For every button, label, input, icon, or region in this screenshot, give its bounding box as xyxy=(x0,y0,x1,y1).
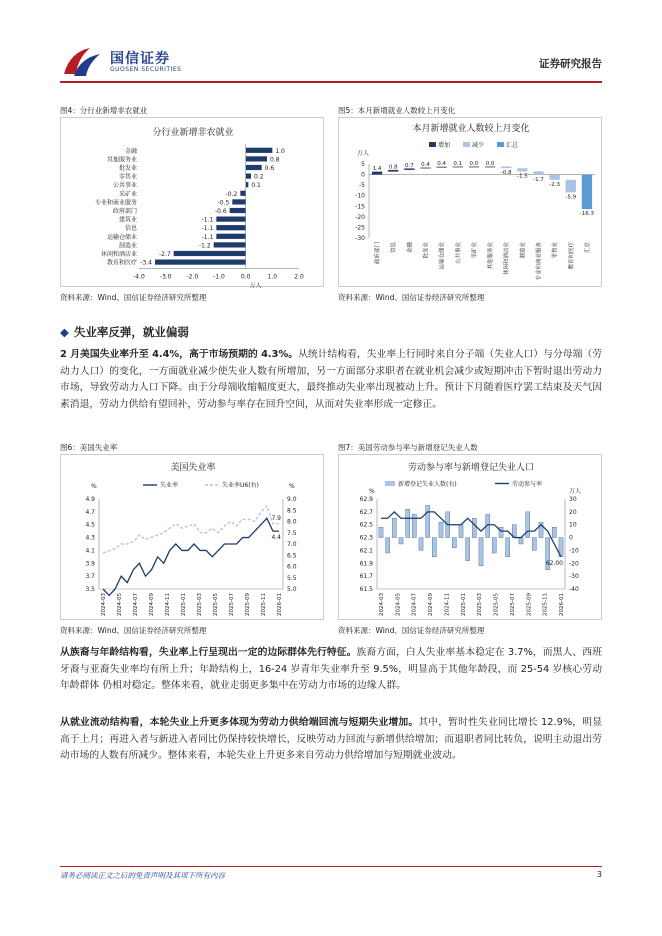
fig4-source: 资料来源：Wind、国信证券经济研究所整理 xyxy=(60,293,207,302)
y-left-tick-label: 62.9 xyxy=(359,496,373,503)
x-tick-label: -3.0 xyxy=(159,273,172,281)
category-label: 批发业 xyxy=(118,165,137,172)
section-title-text: 失业率反弹，就业偏弱 xyxy=(73,325,189,339)
value-label: -1.1 xyxy=(201,233,214,241)
bar xyxy=(216,217,245,222)
fig6-caption: 图6：美国失业率 xyxy=(60,443,118,452)
y-tick-label: -25 xyxy=(355,224,365,232)
paragraph-ethnicity-age xyxy=(60,645,602,695)
fig7-caption: 图7：美国劳动参与率与新增登记失业人数 xyxy=(338,443,478,452)
y-axis-unit: 万人 xyxy=(357,150,370,157)
category-label: 休闲和酒店业 xyxy=(100,251,137,258)
x-tick-label: 2024-05 xyxy=(117,593,123,616)
value-label: 0.8 xyxy=(388,164,398,171)
bar xyxy=(552,527,556,537)
footer-disclaimer: 请务必阅读正文之后的免责声明及其项下所有内容 xyxy=(60,871,225,880)
bar xyxy=(232,199,245,204)
bar xyxy=(526,512,530,538)
bar xyxy=(216,234,245,239)
bar xyxy=(216,225,245,230)
category-label: 公共事业 xyxy=(112,182,137,190)
y-tick-label: 0 xyxy=(361,171,365,179)
bar xyxy=(501,167,511,169)
bar xyxy=(246,156,267,161)
value-label: -0.2 xyxy=(225,190,238,198)
value-label: -0.8 xyxy=(500,170,512,177)
fig5-caption: 图5：本月新增就业人数较上月变化 xyxy=(338,106,456,115)
value-label: 0.1 xyxy=(453,161,463,168)
x-tick-label: 0.0 xyxy=(240,273,251,281)
y-right-tick-label: 0 xyxy=(569,534,573,542)
category-label: 专业和商业服务 xyxy=(536,242,543,281)
legend-swatch xyxy=(429,142,436,147)
y-right-tick-label: 20 xyxy=(569,508,577,516)
category-label: 信息 xyxy=(391,242,398,254)
category-label: 批发业 xyxy=(423,242,430,259)
footer-divider xyxy=(60,866,602,867)
x-tick-label: 2024-07 xyxy=(133,593,139,616)
y-left-tick-label: 4.7 xyxy=(85,508,95,516)
bar xyxy=(246,148,273,153)
fig6-chart xyxy=(61,455,325,621)
value-label: 0.2 xyxy=(254,173,264,181)
value-label: 0.4 xyxy=(421,162,430,169)
category-label: 教育和医疗 xyxy=(106,259,137,267)
y-right-unit: 万人 xyxy=(569,488,582,495)
category-label: 公共事业 xyxy=(455,242,462,265)
bar xyxy=(479,538,483,566)
legend-label: 新增登记失业人数(右) xyxy=(398,481,457,488)
y-left-unit: % xyxy=(91,483,97,490)
bar xyxy=(246,174,251,179)
bar xyxy=(432,538,436,557)
y-left-tick-label: 3.7 xyxy=(85,573,95,581)
end-label: 62.00 xyxy=(545,559,563,567)
category-label: 汇总 xyxy=(584,242,591,254)
y-right-tick-label: 30 xyxy=(569,496,577,503)
chart-title: 本月新增就业人数较上月变化 xyxy=(412,124,530,134)
x-tick-label: 2025-09 xyxy=(245,593,251,616)
x-tick-label: 2024-11 xyxy=(165,593,171,616)
bar xyxy=(406,509,410,537)
y-right-tick-label: -30 xyxy=(569,573,579,581)
x-tick-label: 2026-01 xyxy=(559,593,565,616)
y-left-tick-label: 4.5 xyxy=(85,521,95,529)
category-label: 建筑业 xyxy=(118,216,137,224)
legend-label: 增加 xyxy=(438,142,451,149)
bar xyxy=(240,191,245,196)
y-tick-label: -20 xyxy=(355,213,365,221)
y-left-tick-label: 62.7 xyxy=(359,508,373,516)
header-divider xyxy=(60,81,602,83)
x-tick-label: 2.0 xyxy=(294,273,304,281)
bar xyxy=(566,180,576,192)
value-label: -0.5 xyxy=(217,199,230,207)
paragraph-lead: 2 月美国失业率升至 4.4%，高于市场预期的 4.3%。 xyxy=(60,349,299,360)
x-tick-label: 2025-09 xyxy=(526,593,533,616)
y-right-tick-label: 5.5 xyxy=(287,574,297,582)
y-right-tick-label: 7.0 xyxy=(287,541,297,548)
fig7-source: 资料来源：Wind、国信证券经济研究所整理 xyxy=(338,626,485,635)
fig6-chart-frame xyxy=(60,454,324,620)
category-label: 运输仓储业 xyxy=(439,242,446,270)
x-tick-label: 2025-07 xyxy=(509,593,516,616)
legend-label: 失业率 xyxy=(160,482,179,489)
category-label: 政府部门 xyxy=(375,242,382,265)
series-line xyxy=(103,518,279,595)
value-label: 0.0 xyxy=(485,161,495,168)
value-label: -1.7 xyxy=(533,176,544,183)
x-tick-label: 2025-03 xyxy=(477,593,484,616)
bar xyxy=(452,538,456,548)
paragraph-lead: 从族裔与年龄结构看，失业率上行呈现出一定的边际群体先行特征。 xyxy=(60,647,357,658)
x-tick-label: -2.0 xyxy=(186,273,199,281)
diamond-bullet-icon: ◆ xyxy=(60,325,69,339)
y-right-tick-label: 8.0 xyxy=(287,518,297,526)
end-label-right: 7.9 xyxy=(271,514,281,522)
y-right-tick-label: 10 xyxy=(569,521,577,529)
x-tick-label: 2025-05 xyxy=(493,593,500,616)
y-right-tick-label: 9.0 xyxy=(287,496,297,503)
legend-swatch xyxy=(385,481,395,486)
y-left-tick-label: 4.1 xyxy=(85,547,95,555)
value-label: -1.2 xyxy=(198,242,211,250)
y-left-tick-label: 61.7 xyxy=(359,573,373,581)
y-left-tick-label: 62.3 xyxy=(359,534,373,542)
value-label: -2.7 xyxy=(158,251,171,258)
bar xyxy=(519,538,523,544)
paragraph-unemployment xyxy=(60,347,602,413)
guosen-logo-icon xyxy=(60,44,104,80)
page-header xyxy=(60,44,602,80)
category-label: 运输仓储业 xyxy=(106,233,137,241)
category-label: 政府部门 xyxy=(112,208,137,215)
value-label: 1.0 xyxy=(275,147,285,155)
x-axis-label: 万人 xyxy=(249,282,262,288)
x-tick-label: 2024-07 xyxy=(411,593,418,616)
bar xyxy=(379,527,383,537)
category-label: 制造业 xyxy=(520,242,527,259)
value-label: -3.4 xyxy=(140,259,152,267)
x-tick-label: 2024-11 xyxy=(444,593,451,616)
value-label: -5.9 xyxy=(565,194,577,201)
category-label: 采矿业 xyxy=(118,190,137,198)
bar xyxy=(214,242,246,247)
chart-title: 美国失业率 xyxy=(170,463,216,473)
x-tick-label: 2025-01 xyxy=(460,593,467,616)
bar xyxy=(466,538,470,561)
x-tick-label: 2025-05 xyxy=(213,593,219,616)
x-tick-label: -4.0 xyxy=(133,273,145,281)
paragraph-body: 族裔方面，白人失业率基本稳定在 3.7%，而黑人、西班牙裔与亚裔失业率均有所上升；年龄结构上，16-24 岁青年失业率升至 9.5%，明显高于其他年龄段，而 25-54 岁核心劳动年龄群体 仍相对稳定。整体来看，就业走弱更多集中在劳动力市场的边缘人群。 xyxy=(60,647,602,692)
value-label: -1.1 xyxy=(201,216,214,224)
y-right-tick-label: 8.5 xyxy=(287,507,297,515)
x-tick-label: 2025-11 xyxy=(542,593,549,616)
category-label: 采矿业 xyxy=(471,242,478,259)
category-label: 制造业 xyxy=(118,242,137,250)
paragraph-lead: 从就业流动结构看，本轮失业上升更多体现为劳动力供给端回流与短期失业增加。 xyxy=(60,717,419,728)
fig4-chart-frame xyxy=(60,117,324,287)
category-label: 零售业 xyxy=(552,242,559,259)
y-right-unit: % xyxy=(289,483,295,490)
x-tick-label: 2026-01 xyxy=(277,593,283,616)
value-label: -2.3 xyxy=(549,181,561,188)
brand-name-cn: 国信证券 xyxy=(110,51,170,67)
x-tick-label: 2025-01 xyxy=(181,593,187,616)
category-label: 金融 xyxy=(124,147,137,155)
category-label: 专业和商业服务 xyxy=(94,199,137,207)
page-number: 3 xyxy=(596,870,602,879)
bar xyxy=(174,251,246,256)
legend-label: 汇总 xyxy=(506,142,519,149)
value-label: 0.7 xyxy=(404,162,414,169)
paragraph-body: 从统计结构看，失业率上行同时来自分子端（失业人口）与分母端（劳动力人口）的变化，一方面就业减少使失业人数有所增加，另一方面部分求职者在就业机会减少或短期冲击下暂时退出劳动力市场，导致劳动力人口下降。由于分母端收缩幅度更大，最终推动失业率出现被动上升。预计下月随着医疗罢工结束及天气因素消退，劳动力供给有望回补，劳动参与率存在回升空间，从而对失业率形成一定修正。 xyxy=(60,349,602,410)
category-label: 教育和医疗 xyxy=(568,242,575,270)
end-label-left: 4.4 xyxy=(271,534,281,542)
series-line xyxy=(103,506,279,553)
bar xyxy=(533,171,543,175)
category-label: 零售业 xyxy=(118,173,137,181)
value-label: 0.6 xyxy=(264,165,275,172)
chart-title: 劳动参与率与新增登记失业人口 xyxy=(407,463,535,473)
x-tick-label: 2025-11 xyxy=(261,593,267,616)
value-label: 0.1 xyxy=(251,182,261,190)
x-tick-label: 2024-03 xyxy=(379,593,385,616)
paragraph-body: 其中，暂时性失业同比增长 12.9%，明显高于上月；再进入者与新进入者同比仍保持较快增长，反映劳动力回流与新增供给增加；而退职者同比转负，说明主动退出劳动市场的人数有所减少。整体来看，本轮失业上升更多来自劳动力供给增加与短期就业波动。 xyxy=(60,717,602,762)
value-label: -1.1 xyxy=(201,225,214,233)
bar xyxy=(246,182,249,187)
legend-label: 失业率U6(右) xyxy=(222,482,259,489)
y-left-tick-label: 62.5 xyxy=(359,521,373,529)
bar xyxy=(492,538,496,553)
y-left-tick-label: 61.5 xyxy=(359,586,373,593)
y-left-tick-label: 3.9 xyxy=(85,560,95,568)
y-left-tick-label: 61.9 xyxy=(359,560,373,568)
section-title xyxy=(60,324,189,340)
bar xyxy=(506,538,510,557)
bar-total xyxy=(582,175,592,209)
y-right-tick-label: -20 xyxy=(569,560,579,568)
y-tick-label: -10 xyxy=(355,192,365,200)
y-right-tick-label: 6.5 xyxy=(287,552,297,560)
value-label: 0.4 xyxy=(437,161,447,168)
fig6-source: 资料来源：Wind、国信证券经济研究所整理 xyxy=(60,626,207,635)
bar xyxy=(399,538,403,544)
category-label: 信息 xyxy=(124,225,137,233)
fig4-caption: 图4：分行业新增非农就业 xyxy=(60,106,148,115)
bar xyxy=(386,538,390,553)
y-left-tick-label: 62.1 xyxy=(359,547,373,555)
bar xyxy=(230,208,246,213)
y-right-tick-label: -40 xyxy=(569,586,579,593)
fig5-chart xyxy=(339,118,603,288)
bar xyxy=(472,518,476,537)
x-tick-label: 2024-03 xyxy=(101,593,107,616)
bar xyxy=(439,522,443,537)
y-left-unit: % xyxy=(369,488,375,495)
x-tick-label: 1.0 xyxy=(267,273,278,281)
category-label: 其他服务业 xyxy=(488,242,495,270)
fig4-chart xyxy=(61,118,325,288)
bar xyxy=(549,175,559,180)
legend-label: 劳动参与率 xyxy=(512,481,543,488)
paragraph-employment-flow xyxy=(60,715,602,765)
bar xyxy=(155,260,246,265)
bar xyxy=(517,168,527,171)
y-tick-label: -15 xyxy=(355,203,365,211)
report-type: 证券研究报告 xyxy=(539,58,602,70)
x-tick-label: 2025-07 xyxy=(229,593,235,616)
y-right-tick-label: -10 xyxy=(569,547,579,555)
value-label: 1.4 xyxy=(372,166,382,173)
fig7-chart xyxy=(339,455,603,621)
bar xyxy=(459,525,463,538)
y-tick-label: -30 xyxy=(355,235,365,242)
value-label: 0.0 xyxy=(469,161,479,168)
y-right-tick-label: 5.0 xyxy=(287,586,297,593)
x-tick-label: 2024-09 xyxy=(149,593,155,616)
legend-label: 减少 xyxy=(472,142,485,149)
value-label: -1.5 xyxy=(516,173,528,180)
fig7-chart-frame xyxy=(338,454,602,620)
bar xyxy=(426,505,430,537)
y-left-tick-label: 4.3 xyxy=(85,534,95,542)
x-tick-label: 2024-05 xyxy=(395,593,402,616)
bar xyxy=(246,165,262,170)
y-left-tick-label: 4.9 xyxy=(85,496,95,503)
value-label: -0.6 xyxy=(214,208,227,215)
y-tick-label: 5 xyxy=(361,161,365,168)
y-tick-label: -5 xyxy=(359,182,365,190)
y-right-tick-label: 7.5 xyxy=(287,529,297,537)
chart-title: 分行业新增非农就业 xyxy=(152,128,234,138)
x-tick-label: 2024-09 xyxy=(428,593,435,616)
category-label: 休闲和酒店业 xyxy=(504,242,511,276)
bar xyxy=(392,518,396,537)
value-label: -16.3 xyxy=(579,211,595,218)
x-tick-label: -1.0 xyxy=(213,273,225,281)
y-right-tick-label: 6.0 xyxy=(287,563,297,571)
category-label: 其他服务业 xyxy=(106,156,137,164)
bar xyxy=(532,538,536,551)
bar xyxy=(499,527,503,537)
x-tick-label: 2025-03 xyxy=(197,593,203,616)
fig5-chart-frame xyxy=(338,117,602,287)
bar xyxy=(419,538,423,551)
brand-name-en: GUOSEN SECURITIES xyxy=(110,66,182,73)
value-label: 0.8 xyxy=(270,156,280,164)
y-left-tick-label: 3.5 xyxy=(85,586,95,593)
legend-swatch xyxy=(497,142,504,147)
fig5-source: 资料来源：Wind、国信证券经济研究所整理 xyxy=(338,293,485,302)
category-label: 金融 xyxy=(407,242,414,254)
legend-swatch xyxy=(463,142,470,147)
